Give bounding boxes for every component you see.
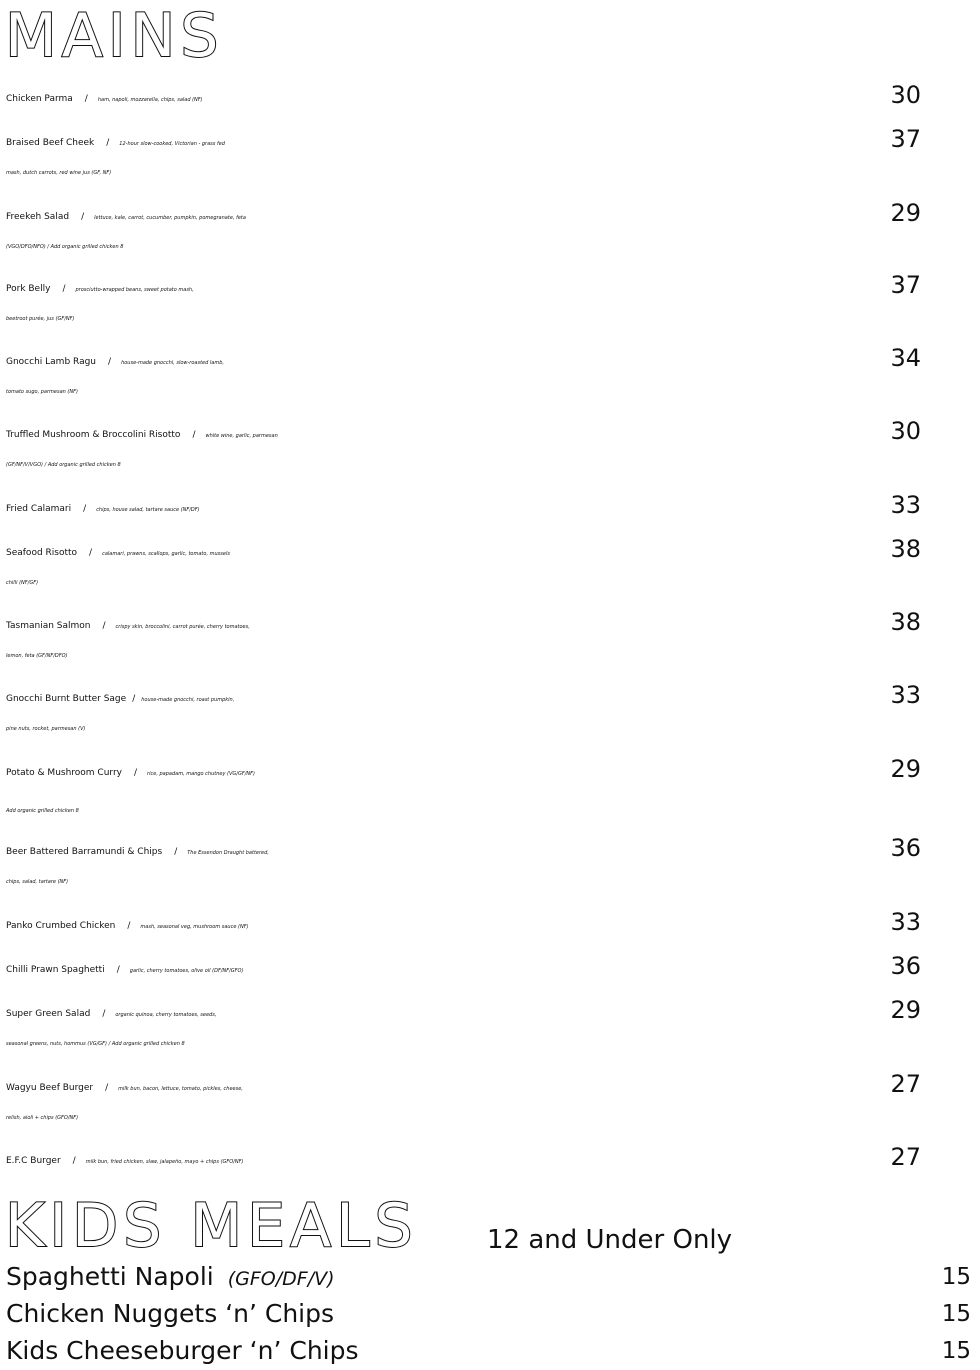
item-line xyxy=(6,271,931,300)
item-description: mash, seasonal veg, mushroom sauce (NF) xyxy=(140,924,249,930)
item-price: 29 xyxy=(890,996,921,1024)
item-description: chips, house salad, tartare sauce (NF/DF) xyxy=(96,507,200,513)
item-price: 36 xyxy=(890,834,921,862)
item-description: house-made gnocchi, roast pumpkin, xyxy=(141,697,235,703)
item-line-2 xyxy=(6,1099,931,1128)
item-description-continued: relish, aioli + chips (GFO/NF) xyxy=(6,1115,79,1121)
item-name: Spaghetti Napoli xyxy=(6,1262,214,1291)
item-line xyxy=(6,952,931,981)
menu-item-fried-calamari xyxy=(6,491,931,520)
separator: / xyxy=(106,138,110,148)
item-line xyxy=(6,81,931,110)
item-name: Braised Beef Cheek xyxy=(6,138,95,148)
menu-item-efc-burger xyxy=(6,1143,931,1172)
item-line xyxy=(6,199,931,228)
item-description-continued: Add organic grilled chicken 8 xyxy=(6,808,79,814)
kids-meals-heading: KIDS MEALS xyxy=(5,1191,418,1261)
separator: / xyxy=(105,1083,109,1093)
menu-item-gnocchi-burnt-butter-sage xyxy=(6,681,931,739)
item-price: 15 xyxy=(941,1264,971,1290)
item-line xyxy=(6,681,931,710)
item-name: Chicken Parma xyxy=(6,94,73,104)
kids-item-chicken-nuggets xyxy=(6,1299,971,1329)
item-price: 38 xyxy=(890,608,921,636)
item-description: The Essendon Draught battered, xyxy=(187,850,269,856)
item-line xyxy=(6,1143,931,1172)
item-line xyxy=(6,996,931,1025)
item-line-2 xyxy=(6,1025,931,1054)
item-description-continued: lemon, feta (GF/NF/DFO) xyxy=(6,653,68,659)
separator: / xyxy=(127,921,131,931)
separator: / xyxy=(134,768,138,778)
item-name: Tasmanian Salmon xyxy=(6,621,91,631)
menu-item-seafood-risotto xyxy=(6,535,931,593)
item-line xyxy=(6,344,931,373)
item-line-2 xyxy=(6,300,931,329)
item-name: Gnocchi Lamb Ragu xyxy=(6,357,97,367)
item-description: rice, papadam, mango chutney (VG/GF/NF) xyxy=(147,771,255,777)
item-line xyxy=(6,608,931,637)
item-price: 30 xyxy=(890,417,921,445)
item-description: lettuce, kale, carrot, cucumber, pumpkin, pomegranate, feta xyxy=(94,215,246,221)
item-name: Pork Belly xyxy=(6,284,51,294)
separator: / xyxy=(84,94,88,104)
item-name: Potato & Mushroom Curry xyxy=(6,768,122,778)
menu-item-braised-beef-cheek xyxy=(6,125,931,183)
item-line-2 xyxy=(6,373,931,402)
item-name: Fried Calamari xyxy=(6,504,72,514)
item-description: organic quinoa, cherry tomatoes, seeds, xyxy=(115,1012,217,1018)
separator: / xyxy=(192,430,196,440)
item-line-2 xyxy=(6,446,931,475)
item-name: Chicken Nuggets ‘n’ Chips xyxy=(6,1299,335,1328)
item-price: 29 xyxy=(890,199,921,227)
item-name: E.F.C Burger xyxy=(6,1156,61,1166)
item-line-2 xyxy=(6,564,931,593)
item-description-continued: (GF/NF/V/VGO) / Add organic grilled chicken 8 xyxy=(6,462,121,468)
item-name: Beer Battered Barramundi & Chips xyxy=(6,847,163,857)
item-line xyxy=(6,834,931,863)
item-price: 15 xyxy=(941,1338,971,1364)
separator: / xyxy=(72,1156,76,1166)
item-price: 15 xyxy=(941,1301,971,1327)
item-line-2 xyxy=(6,637,931,666)
item-description: calamari, prawns, scallops, garlic, tomato, mussels xyxy=(102,551,230,557)
item-description: milk bun, fried chicken, slaw, jalapeño, mayo + chips (GFO/NF) xyxy=(85,1159,244,1165)
item-line xyxy=(6,491,931,520)
item-price: 29 xyxy=(890,755,921,783)
item-name: Seafood Risotto xyxy=(6,548,78,558)
item-price: 27 xyxy=(890,1070,921,1098)
item-description: prosciutto-wrapped beans, sweet potato mash, xyxy=(75,287,194,293)
menu-item-chicken-parma xyxy=(6,81,931,110)
item-price: 30 xyxy=(890,81,921,109)
item-description-continued: mash, dutch carrots, red wine jus (GF, NF) xyxy=(6,170,112,176)
item-line xyxy=(6,535,931,564)
menu-item-beer-battered-barramundi xyxy=(6,834,931,892)
item-name: Panko Crumbed Chicken xyxy=(6,921,116,931)
item-line-2 xyxy=(6,154,931,183)
menu-item-tasmanian-salmon xyxy=(6,608,931,666)
item-line-2 xyxy=(6,792,931,821)
item-price: 34 xyxy=(890,344,921,372)
separator: / xyxy=(89,548,93,558)
item-description: house-made gnocchi, slow-roasted lamb, xyxy=(121,360,224,366)
item-description-continued: chilli (NF/GF) xyxy=(6,580,39,586)
item-line xyxy=(6,125,931,154)
item-line xyxy=(6,908,931,937)
separator: / xyxy=(116,965,120,975)
item-name: Freekeh Salad xyxy=(6,212,70,222)
separator: / xyxy=(81,212,85,222)
menu-item-pork-belly xyxy=(6,271,931,329)
item-description-continued: tomato sugo, parmesan (NF) xyxy=(6,389,78,395)
item-name: Chilli Prawn Spaghetti xyxy=(6,965,105,975)
item-price: 27 xyxy=(890,1143,921,1171)
item-description: (GFO/DF/V) xyxy=(227,1268,335,1290)
item-name: Super Green Salad xyxy=(6,1009,91,1019)
item-name: Kids Cheeseburger ‘n’ Chips xyxy=(6,1336,359,1365)
item-price: 33 xyxy=(890,908,921,936)
menu-item-gnocchi-lamb-ragu xyxy=(6,344,931,402)
item-description-continued: chips, salad, tartare (NF) xyxy=(6,879,69,885)
item-description-continued: beetroot purée, jus (GF/NF) xyxy=(6,316,75,322)
menu-item-freekeh-salad xyxy=(6,199,931,257)
menu-item-wagyu-beef-burger xyxy=(6,1070,931,1128)
separator: / xyxy=(132,694,136,704)
mains-heading: MAINS xyxy=(5,1,224,71)
menu-item-chilli-prawn-spaghetti xyxy=(6,952,931,981)
separator: / xyxy=(102,621,106,631)
item-description: milk bun, bacon, lettuce, tomato, pickles, cheese, xyxy=(118,1086,243,1092)
item-line-2 xyxy=(6,863,931,892)
item-description-continued: pine nuts, rocket, parmesan (V) xyxy=(6,726,86,732)
menu-item-super-green-salad xyxy=(6,996,931,1054)
separator: / xyxy=(102,1009,106,1019)
item-price: 37 xyxy=(890,271,921,299)
separator: / xyxy=(83,504,87,514)
item-line xyxy=(6,755,931,784)
separator: / xyxy=(174,847,178,857)
item-description-continued: seasonal greens, nuts, hommus (VG/GF) / Add organic grilled chicken 8 xyxy=(6,1041,185,1047)
separator: / xyxy=(62,284,66,294)
menu-item-panko-crumbed-chicken xyxy=(6,908,931,937)
item-price: 38 xyxy=(890,535,921,563)
item-description: ham, napoli, mozzarella, chips, salad (NF) xyxy=(97,97,203,103)
kids-item-cheeseburger xyxy=(6,1336,971,1366)
item-name: Wagyu Beef Burger xyxy=(6,1083,94,1093)
kids-item-spaghetti-napoli xyxy=(6,1262,971,1292)
item-price: 33 xyxy=(890,681,921,709)
item-description: crispy skin, broccolini, carrot purée, cherry tomatoes, xyxy=(115,624,250,630)
item-price: 33 xyxy=(890,491,921,519)
item-description: 12-hour slow-cooked, Victorian - grass fed xyxy=(119,141,225,147)
item-line xyxy=(6,1070,931,1099)
item-name: Truffled Mushroom & Broccolini Risotto xyxy=(6,430,181,440)
separator: / xyxy=(108,357,112,367)
menu-item-truffled-mushroom-risotto xyxy=(6,417,931,475)
item-line-2 xyxy=(6,710,931,739)
item-description-continued: (VGO/DFO/NFO) / Add organic grilled chicken 8 xyxy=(6,244,124,250)
item-description: garlic, cherry tomatoes, olive oil (DF/NF/GFO) xyxy=(129,968,244,974)
item-description: white wine, garlic, parmesan xyxy=(205,433,278,439)
kids-age-note: 12 and Under Only xyxy=(487,1225,733,1255)
item-price: 36 xyxy=(890,952,921,980)
item-line xyxy=(6,417,931,446)
item-line-2 xyxy=(6,228,931,257)
item-price: 37 xyxy=(890,125,921,153)
item-name: Gnocchi Burnt Butter Sage xyxy=(6,694,127,704)
menu-item-potato-mushroom-curry xyxy=(6,755,931,821)
